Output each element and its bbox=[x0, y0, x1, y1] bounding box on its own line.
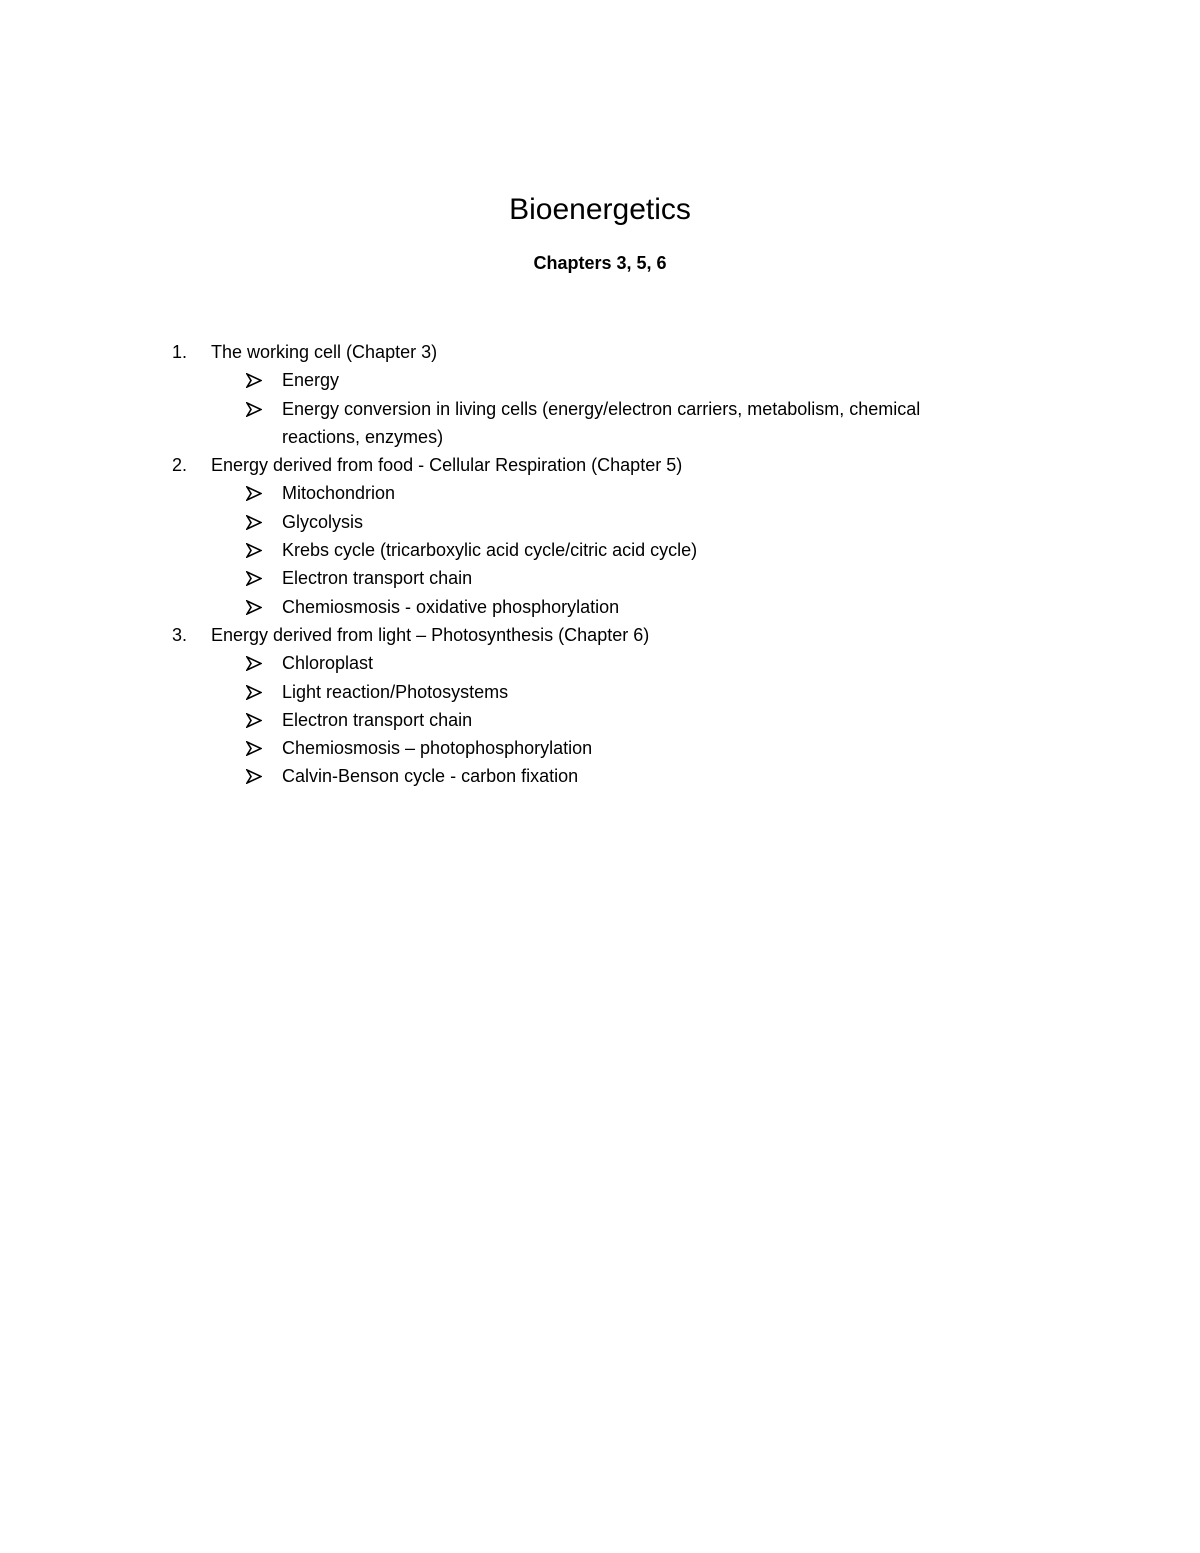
list-item bbox=[0, 678, 1200, 706]
section-heading: The working cell (Chapter 3) bbox=[211, 342, 438, 362]
list-item-text: Mitochondrion bbox=[282, 483, 396, 504]
arrowhead-bullet-icon bbox=[246, 564, 268, 592]
list-item-text: Chemiosmosis - oxidative phosphorylation bbox=[282, 596, 620, 617]
arrowhead-bullet-icon bbox=[246, 395, 268, 423]
list-item-text: Glycolysis bbox=[282, 511, 364, 532]
arrowhead-bullet-icon bbox=[246, 508, 268, 536]
outline-section-2 bbox=[0, 451, 1200, 479]
document-title: Bioenergetics bbox=[509, 193, 691, 226]
list-item-text: reactions, enzymes) bbox=[282, 426, 444, 447]
section-number: 1. bbox=[172, 342, 188, 362]
document-subtitle: Chapters 3, 5, 6 bbox=[533, 253, 667, 273]
section-heading: Energy derived from food - Cellular Respiration (Chapter 5) bbox=[211, 455, 683, 476]
list-item bbox=[0, 649, 1200, 677]
list-item-text: Calvin-Benson cycle - carbon fixation bbox=[282, 766, 579, 787]
outline-list bbox=[0, 338, 1200, 791]
list-item-text: Chemiosmosis – photophosphorylation bbox=[282, 738, 593, 759]
arrowhead-bullet-icon bbox=[246, 734, 268, 762]
list-item-text: Light reaction/Photosystems bbox=[282, 681, 509, 702]
list-item bbox=[0, 366, 1200, 394]
outline-section-1 bbox=[0, 338, 1200, 366]
section-number: 3. bbox=[172, 624, 188, 645]
list-item bbox=[0, 593, 1200, 621]
list-item bbox=[0, 508, 1200, 536]
section-number: 2. bbox=[172, 455, 188, 476]
arrowhead-bullet-icon bbox=[246, 593, 268, 621]
arrowhead-bullet-icon bbox=[246, 678, 268, 706]
arrowhead-bullet-icon bbox=[246, 649, 268, 677]
list-item bbox=[0, 706, 1200, 734]
arrowhead-bullet-icon bbox=[246, 479, 268, 507]
list-item-text: Krebs cycle (tricarboxylic acid cycle/citric acid cycle) bbox=[282, 540, 698, 561]
list-item bbox=[0, 564, 1200, 592]
list-item bbox=[0, 734, 1200, 762]
list-item-continuation bbox=[0, 423, 1200, 451]
outline-section-3 bbox=[0, 621, 1200, 649]
list-item-text: Chloroplast bbox=[282, 653, 374, 674]
list-item bbox=[0, 479, 1200, 507]
list-item-text: Electron transport chain bbox=[282, 709, 473, 730]
list-item-text: Energy bbox=[282, 370, 340, 391]
arrowhead-bullet-icon bbox=[246, 366, 268, 394]
arrowhead-bullet-icon bbox=[246, 536, 268, 564]
list-item bbox=[0, 395, 1200, 423]
list-item-text: Energy conversion in living cells (energy/electron carriers, metabolism, chemical bbox=[282, 398, 921, 419]
list-item-text: Electron transport chain bbox=[282, 568, 473, 589]
arrowhead-bullet-icon bbox=[246, 706, 268, 734]
arrowhead-bullet-icon bbox=[246, 762, 268, 790]
list-item bbox=[0, 536, 1200, 564]
list-item bbox=[0, 762, 1200, 790]
section-heading: Energy derived from light – Photosynthesis (Chapter 6) bbox=[211, 624, 650, 645]
